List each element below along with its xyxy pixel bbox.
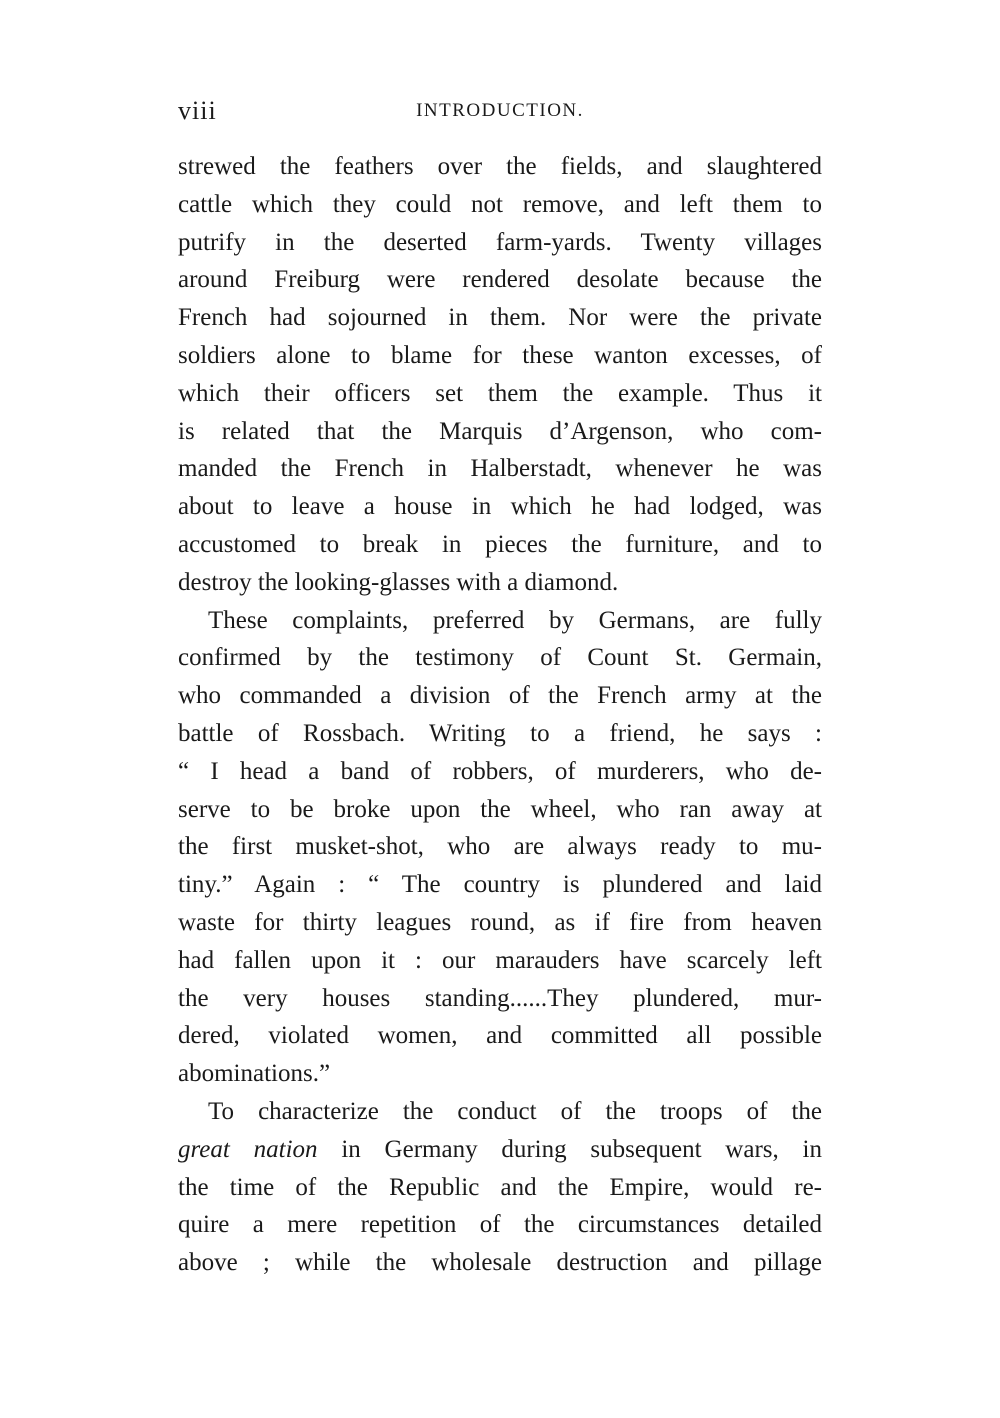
text-line: serve to be broke upon the wheel, who ran away at xyxy=(178,795,822,823)
text-line: who commanded a division of the French army at the xyxy=(178,682,822,710)
text-line: is related that the Marquis d’Argenson, who com- xyxy=(178,417,822,445)
text-line: putrify in the deserted farm-yards. Twenty villages xyxy=(178,228,822,256)
page-number: viii xyxy=(178,96,217,125)
text-line: had fallen upon it : our marauders have scarcely left xyxy=(178,946,822,974)
text-line: battle of Rossbach. Writing to a friend, he says : xyxy=(178,719,822,747)
text-line xyxy=(178,1131,822,1169)
text-line: These complaints, preferred by Germans, are fully xyxy=(208,606,822,634)
text-line: quire a mere repetition of the circumstances detailed xyxy=(178,1211,822,1239)
text-line: above ; while the wholesale destruction and pillage xyxy=(178,1249,822,1277)
text-line: waste for thirty leagues round, as if fire from heaven xyxy=(178,908,822,936)
text-line: around Freiburg were rendered desolate because the xyxy=(178,266,822,294)
text-line: destroy the looking-glasses with a diamond. xyxy=(178,568,619,596)
text-line-rest: in Germany during subsequent wars, in xyxy=(317,1135,822,1163)
text-line: cattle which they could not remove, and left them to xyxy=(178,190,822,218)
text-line: abominations.” xyxy=(178,1060,331,1088)
running-head xyxy=(178,96,822,132)
text-line: To characterize the conduct of the troops of the xyxy=(208,1097,822,1125)
body-text xyxy=(178,148,822,1282)
text-line: confirmed by the testimony of Count St. Germain, xyxy=(178,644,822,672)
text-line: tiny.” Again : “ The country is plundered and laid xyxy=(178,871,822,899)
text-line: strewed the feathers over the fields, and slaughtered xyxy=(178,153,822,180)
text-line: “ I head a band of robbers, of murderers, who de- xyxy=(178,757,822,785)
text-line: accustomed to break in pieces the furniture, and to xyxy=(178,530,822,558)
text-line: the very houses standing......They plundered, mur- xyxy=(178,984,822,1012)
italic-phrase: great nation xyxy=(178,1135,318,1163)
text-line: the first musket-shot, who are always ready to mu- xyxy=(178,833,822,861)
text-line: dered, violated women, and committed all possible xyxy=(178,1022,822,1050)
running-head-title: INTRODUCTION. xyxy=(416,100,584,121)
text-line: which their officers set them the example. Thus it xyxy=(178,379,822,407)
text-line: soldiers alone to blame for these wanton excesses, of xyxy=(178,341,822,369)
text-line: French had sojourned in them. Nor were the private xyxy=(178,304,822,332)
text-line: manded the French in Halberstadt, whenever he was xyxy=(178,455,822,483)
text-line: about to leave a house in which he had lodged, was xyxy=(178,493,822,521)
text-line: the time of the Republic and the Empire, would re- xyxy=(178,1173,822,1201)
